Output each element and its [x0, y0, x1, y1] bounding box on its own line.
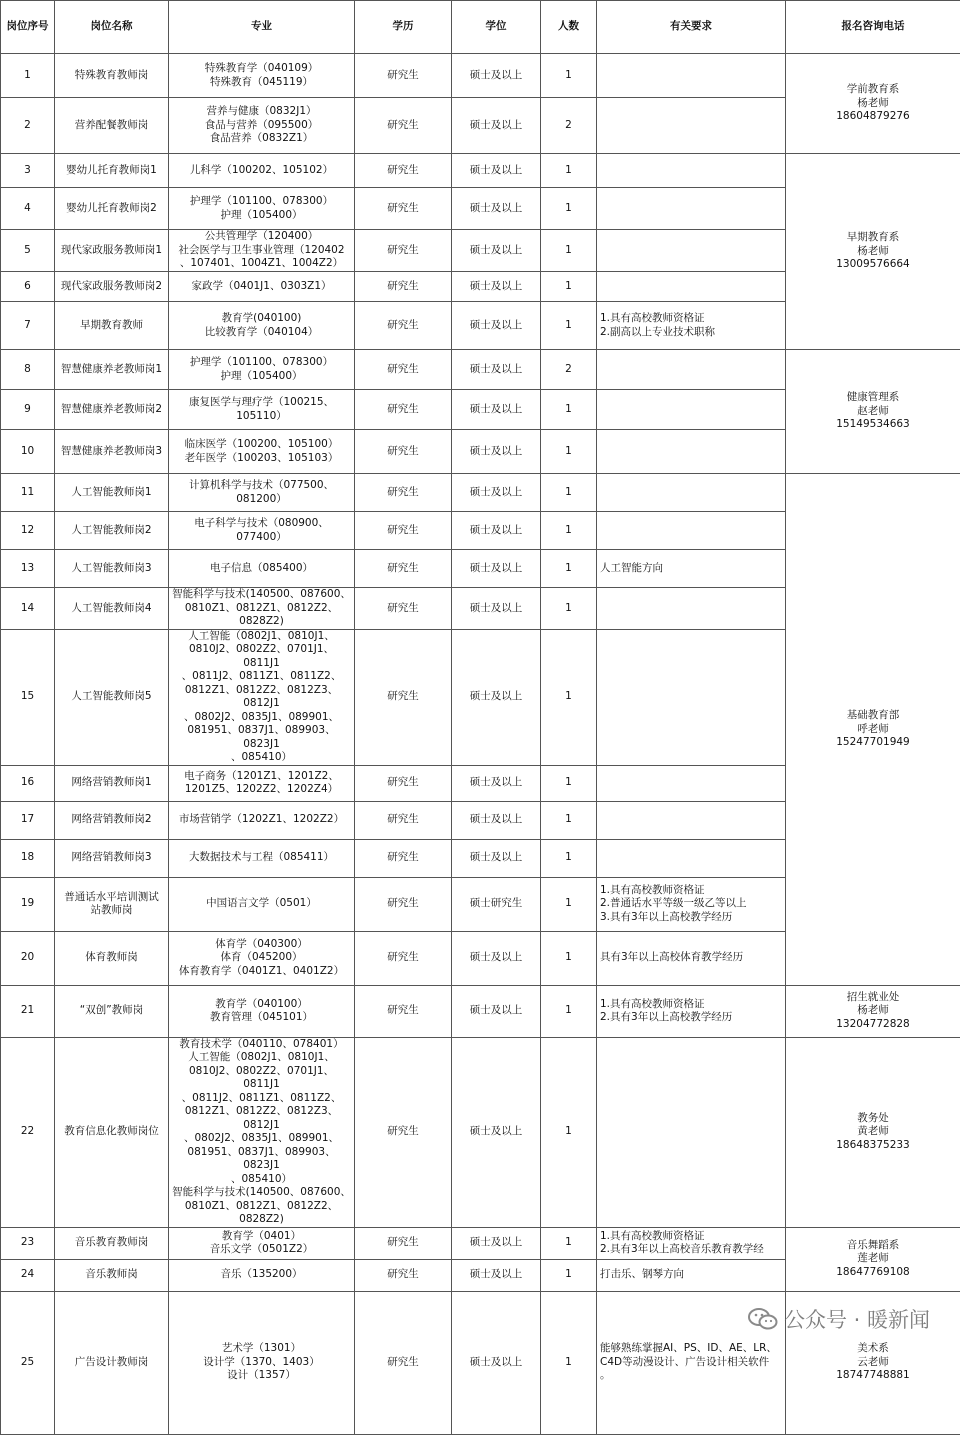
header-degree: 学位	[452, 1, 541, 54]
cell-no: 7	[1, 302, 55, 350]
cell-count: 1	[541, 1037, 597, 1227]
cell-no: 15	[1, 629, 55, 765]
cell-name: 网络营销教师岗2	[55, 801, 169, 839]
cell-req: 打击乐、钢琴方向	[597, 1259, 786, 1291]
cell-req	[597, 474, 786, 512]
cell-major: 市场营销学（1202Z1、1202Z2）	[169, 801, 355, 839]
cell-name: 网络营销教师岗1	[55, 765, 169, 801]
cell-no: 24	[1, 1259, 55, 1291]
cell-no: 20	[1, 931, 55, 985]
cell-count: 1	[541, 230, 597, 272]
cell-count: 2	[541, 98, 597, 154]
cell-count: 1	[541, 550, 597, 588]
cell-name: 人工智能教师岗3	[55, 550, 169, 588]
cell-edu: 研究生	[355, 230, 452, 272]
cell-contact: 基础教育部 呼老师 15247701949	[786, 474, 960, 986]
cell-name: 人工智能教师岗2	[55, 512, 169, 550]
header-count: 人数	[541, 1, 597, 54]
cell-major: 教育学（0401） 音乐文学（0501Z2）	[169, 1227, 355, 1259]
cell-req: 1.具有高校教师资格证 2.具有3年以上高校音乐教育教学经	[597, 1227, 786, 1259]
cell-edu: 研究生	[355, 931, 452, 985]
cell-name: 智慧健康养老教师岗1	[55, 350, 169, 390]
cell-contact: 学前教育系 杨老师 18604879276	[786, 54, 960, 154]
cell-major: 电子信息（085400）	[169, 550, 355, 588]
cell-req	[597, 765, 786, 801]
table-row	[1, 474, 960, 512]
cell-no: 8	[1, 350, 55, 390]
cell-degree: 硕士及以上	[452, 98, 541, 154]
cell-count: 1	[541, 931, 597, 985]
cell-degree: 硕士及以上	[452, 474, 541, 512]
cell-major: 教育学(040100) 比较教育学（040104）	[169, 302, 355, 350]
cell-req	[597, 350, 786, 390]
cell-no: 25	[1, 1291, 55, 1434]
header-no: 岗位序号	[1, 1, 55, 54]
table-row	[1, 54, 960, 98]
cell-major: 艺术学（1301） 设计学（1370、1403） 设计（1357）	[169, 1291, 355, 1434]
cell-major: 电子商务（1201Z1、1201Z2、 1201Z5、1202Z2、1202Z4）	[169, 765, 355, 801]
cell-req	[597, 272, 786, 302]
cell-degree: 硕士及以上	[452, 985, 541, 1037]
cell-no: 3	[1, 154, 55, 188]
cell-edu: 研究生	[355, 1037, 452, 1227]
cell-no: 4	[1, 188, 55, 230]
cell-major: 大数据技术与工程（085411）	[169, 839, 355, 877]
cell-major: 营养与健康（0832J1） 食品与营养（095500） 食品营养（0832Z1）	[169, 98, 355, 154]
cell-req	[597, 230, 786, 272]
cell-contact: 教务处 黄老师 18648375233	[786, 1037, 960, 1227]
header-contact: 报名咨询电话	[786, 1, 960, 54]
cell-major: 儿科学（100202、105102）	[169, 154, 355, 188]
cell-edu: 研究生	[355, 188, 452, 230]
cell-major: 康复医学与理疗学（100215、 105110）	[169, 390, 355, 430]
cell-name: 人工智能教师岗4	[55, 588, 169, 630]
cell-contact: 音乐舞蹈系 莲老师 18647769108	[786, 1227, 960, 1291]
cell-no: 21	[1, 985, 55, 1037]
cell-degree: 硕士及以上	[452, 230, 541, 272]
cell-count: 1	[541, 430, 597, 474]
cell-count: 1	[541, 512, 597, 550]
cell-name: 早期教育教师	[55, 302, 169, 350]
cell-count: 1	[541, 588, 597, 630]
cell-degree: 硕士及以上	[452, 801, 541, 839]
cell-req	[597, 430, 786, 474]
cell-major: 智能科学与技术(140500、087600、 0810Z1、0812Z1、0812Z2、0828Z2)	[169, 588, 355, 630]
cell-edu: 研究生	[355, 272, 452, 302]
cell-no: 19	[1, 877, 55, 931]
cell-name: 广告设计教师岗	[55, 1291, 169, 1434]
cell-no: 13	[1, 550, 55, 588]
cell-edu: 研究生	[355, 550, 452, 588]
cell-degree: 硕士及以上	[452, 390, 541, 430]
cell-name: 智慧健康养老教师岗2	[55, 390, 169, 430]
cell-no: 5	[1, 230, 55, 272]
cell-req	[597, 801, 786, 839]
header-edu: 学历	[355, 1, 452, 54]
cell-name: 普通话水平培训测试 站教师岗	[55, 877, 169, 931]
cell-contact: 招生就业处 杨老师 13204772828	[786, 985, 960, 1037]
cell-major: 家政学（0401J1、0303Z1）	[169, 272, 355, 302]
cell-contact: 美术系 云老师 18747748881	[786, 1291, 960, 1434]
cell-name: 人工智能教师岗1	[55, 474, 169, 512]
cell-no: 9	[1, 390, 55, 430]
cell-edu: 研究生	[355, 154, 452, 188]
header-req: 有关要求	[597, 1, 786, 54]
cell-name: 教育信息化教师岗位	[55, 1037, 169, 1227]
cell-count: 1	[541, 54, 597, 98]
watermark	[748, 1304, 930, 1334]
cell-req: 人工智能方向	[597, 550, 786, 588]
cell-edu: 研究生	[355, 839, 452, 877]
cell-no: 1	[1, 54, 55, 98]
cell-count: 1	[541, 801, 597, 839]
cell-degree: 硕士及以上	[452, 512, 541, 550]
cell-edu: 研究生	[355, 1291, 452, 1434]
cell-name: “双创”教师岗	[55, 985, 169, 1037]
cell-name: 特殊教育教师岗	[55, 54, 169, 98]
cell-major: 体育学（040300） 体育（045200） 体育教育学（0401Z1、0401Z2）	[169, 931, 355, 985]
cell-req	[597, 188, 786, 230]
cell-edu: 研究生	[355, 54, 452, 98]
cell-name: 智慧健康养老教师岗3	[55, 430, 169, 474]
cell-degree: 硕士及以上	[452, 550, 541, 588]
cell-name: 现代家政服务教师岗2	[55, 272, 169, 302]
cell-edu: 研究生	[355, 350, 452, 390]
cell-count: 1	[541, 188, 597, 230]
cell-major: 护理学（101100、078300） 护理（105400）	[169, 350, 355, 390]
cell-count: 1	[541, 272, 597, 302]
cell-edu: 研究生	[355, 1259, 452, 1291]
cell-name: 现代家政服务教师岗1	[55, 230, 169, 272]
cell-count: 1	[541, 629, 597, 765]
table-row	[1, 1227, 960, 1259]
cell-edu: 研究生	[355, 985, 452, 1037]
cell-no: 16	[1, 765, 55, 801]
cell-major: 人工智能（0802J1、0810J1、 0810J2、0802Z2、0701J1、0811J1 、0811J2、0811Z1、0811Z2、 0812Z1、0812Z2、0812Z3、0812J1 、0802J2、0835J1、089901、 081951、0837J1、089903、0823J1 、085410）	[169, 629, 355, 765]
cell-edu: 研究生	[355, 302, 452, 350]
wechat-icon	[748, 1308, 778, 1330]
cell-degree: 硕士及以上	[452, 1291, 541, 1434]
cell-no: 14	[1, 588, 55, 630]
cell-major: 护理学（101100、078300） 护理（105400）	[169, 188, 355, 230]
cell-req	[597, 839, 786, 877]
cell-no: 2	[1, 98, 55, 154]
cell-req: 能够熟练掌握AI、PS、ID、AE、LR、 C4D等动漫设计、广告设计相关软件 。	[597, 1291, 786, 1434]
cell-no: 18	[1, 839, 55, 877]
table-row	[1, 350, 960, 390]
cell-edu: 研究生	[355, 474, 452, 512]
cell-major: 电子科学与技术（080900、 077400）	[169, 512, 355, 550]
cell-edu: 研究生	[355, 512, 452, 550]
cell-name: 音乐教师岗	[55, 1259, 169, 1291]
cell-edu: 研究生	[355, 430, 452, 474]
cell-count: 1	[541, 985, 597, 1037]
cell-count: 1	[541, 302, 597, 350]
cell-degree: 硕士及以上	[452, 588, 541, 630]
cell-req	[597, 588, 786, 630]
cell-contact: 健康管理系 赵老师 15149534663	[786, 350, 960, 474]
header-major: 专业	[169, 1, 355, 54]
cell-major: 教育学（040100） 教育管理（045101）	[169, 985, 355, 1037]
cell-name: 音乐教育教师岗	[55, 1227, 169, 1259]
cell-major: 中国语言文学（0501）	[169, 877, 355, 931]
cell-degree: 硕士及以上	[452, 350, 541, 390]
cell-edu: 研究生	[355, 98, 452, 154]
cell-count: 1	[541, 1291, 597, 1434]
cell-name: 体育教师岗	[55, 931, 169, 985]
cell-edu: 研究生	[355, 588, 452, 630]
cell-req: 1.具有高校教师资格证 2.普通话水平等级一级乙等以上 3.具有3年以上高校教学经历	[597, 877, 786, 931]
cell-major: 特殊教育学（040109） 特殊教育（045119）	[169, 54, 355, 98]
cell-edu: 研究生	[355, 629, 452, 765]
cell-edu: 研究生	[355, 877, 452, 931]
cell-req	[597, 1037, 786, 1227]
cell-degree: 硕士及以上	[452, 302, 541, 350]
cell-req	[597, 512, 786, 550]
cell-edu: 研究生	[355, 801, 452, 839]
cell-major: 临床医学（100200、105100） 老年医学（100203、105103）	[169, 430, 355, 474]
cell-count: 1	[541, 390, 597, 430]
cell-degree: 硕士及以上	[452, 1037, 541, 1227]
cell-req	[597, 54, 786, 98]
cell-req	[597, 98, 786, 154]
cell-name: 人工智能教师岗5	[55, 629, 169, 765]
cell-no: 12	[1, 512, 55, 550]
cell-contact: 早期教育系 杨老师 13009576664	[786, 154, 960, 350]
cell-req	[597, 629, 786, 765]
watermark-text: 公众号 · 暖新闻	[784, 1304, 930, 1334]
cell-no: 10	[1, 430, 55, 474]
cell-req: 具有3年以上高校体育教学经历	[597, 931, 786, 985]
cell-count: 1	[541, 474, 597, 512]
cell-degree: 硕士及以上	[452, 931, 541, 985]
cell-name: 婴幼儿托育教师岗2	[55, 188, 169, 230]
cell-degree: 硕士及以上	[452, 839, 541, 877]
cell-no: 22	[1, 1037, 55, 1227]
cell-count: 1	[541, 154, 597, 188]
cell-no: 11	[1, 474, 55, 512]
cell-major: 教育技术学（040110、078401） 人工智能（0802J1、0810J1、 0810J2、0802Z2、0701J1、0811J1 、0811J2、0811Z1、0811Z2、 0812Z1、0812Z2、0812Z3、0812J1 、0802J2、0835J1、089901、 081951、0837J1、089903、0823J1 、085410） 智能科学与技术(140500、087600、 0810Z1、0812Z1、0812Z2、0828Z2)	[169, 1037, 355, 1227]
cell-degree: 硕士及以上	[452, 272, 541, 302]
cell-major: 计算机科学与技术（077500、 081200）	[169, 474, 355, 512]
cell-edu: 研究生	[355, 390, 452, 430]
cell-edu: 研究生	[355, 1227, 452, 1259]
cell-count: 2	[541, 350, 597, 390]
header-name: 岗位名称	[55, 1, 169, 54]
cell-no: 6	[1, 272, 55, 302]
cell-degree: 硕士及以上	[452, 54, 541, 98]
cell-name: 婴幼儿托育教师岗1	[55, 154, 169, 188]
cell-degree: 硕士及以上	[452, 430, 541, 474]
cell-no: 17	[1, 801, 55, 839]
table-row	[1, 1037, 960, 1227]
header-row	[1, 1, 960, 54]
cell-name: 营养配餐教师岗	[55, 98, 169, 154]
cell-req: 1.具有高校教师资格证 2.具有3年以上高校教学经历	[597, 985, 786, 1037]
cell-degree: 硕士及以上	[452, 188, 541, 230]
cell-req: 1.具有高校教师资格证 2.副高以上专业技术职称	[597, 302, 786, 350]
cell-major: 音乐（135200）	[169, 1259, 355, 1291]
cell-req	[597, 390, 786, 430]
cell-name: 网络营销教师岗3	[55, 839, 169, 877]
cell-degree: 硕士研究生	[452, 877, 541, 931]
cell-degree: 硕士及以上	[452, 765, 541, 801]
cell-degree: 硕士及以上	[452, 1259, 541, 1291]
cell-count: 1	[541, 1227, 597, 1259]
cell-edu: 研究生	[355, 765, 452, 801]
cell-count: 1	[541, 877, 597, 931]
cell-req	[597, 154, 786, 188]
table-row	[1, 985, 960, 1037]
cell-count: 1	[541, 839, 597, 877]
cell-count: 1	[541, 765, 597, 801]
cell-degree: 硕士及以上	[452, 1227, 541, 1259]
cell-major: 公共管理学（120400） 社会医学与卫生事业管理（120402 、107401、1004Z1、1004Z2）	[169, 230, 355, 272]
cell-no: 23	[1, 1227, 55, 1259]
cell-count: 1	[541, 1259, 597, 1291]
cell-degree: 硕士及以上	[452, 154, 541, 188]
table-row	[1, 154, 960, 188]
cell-degree: 硕士及以上	[452, 629, 541, 765]
